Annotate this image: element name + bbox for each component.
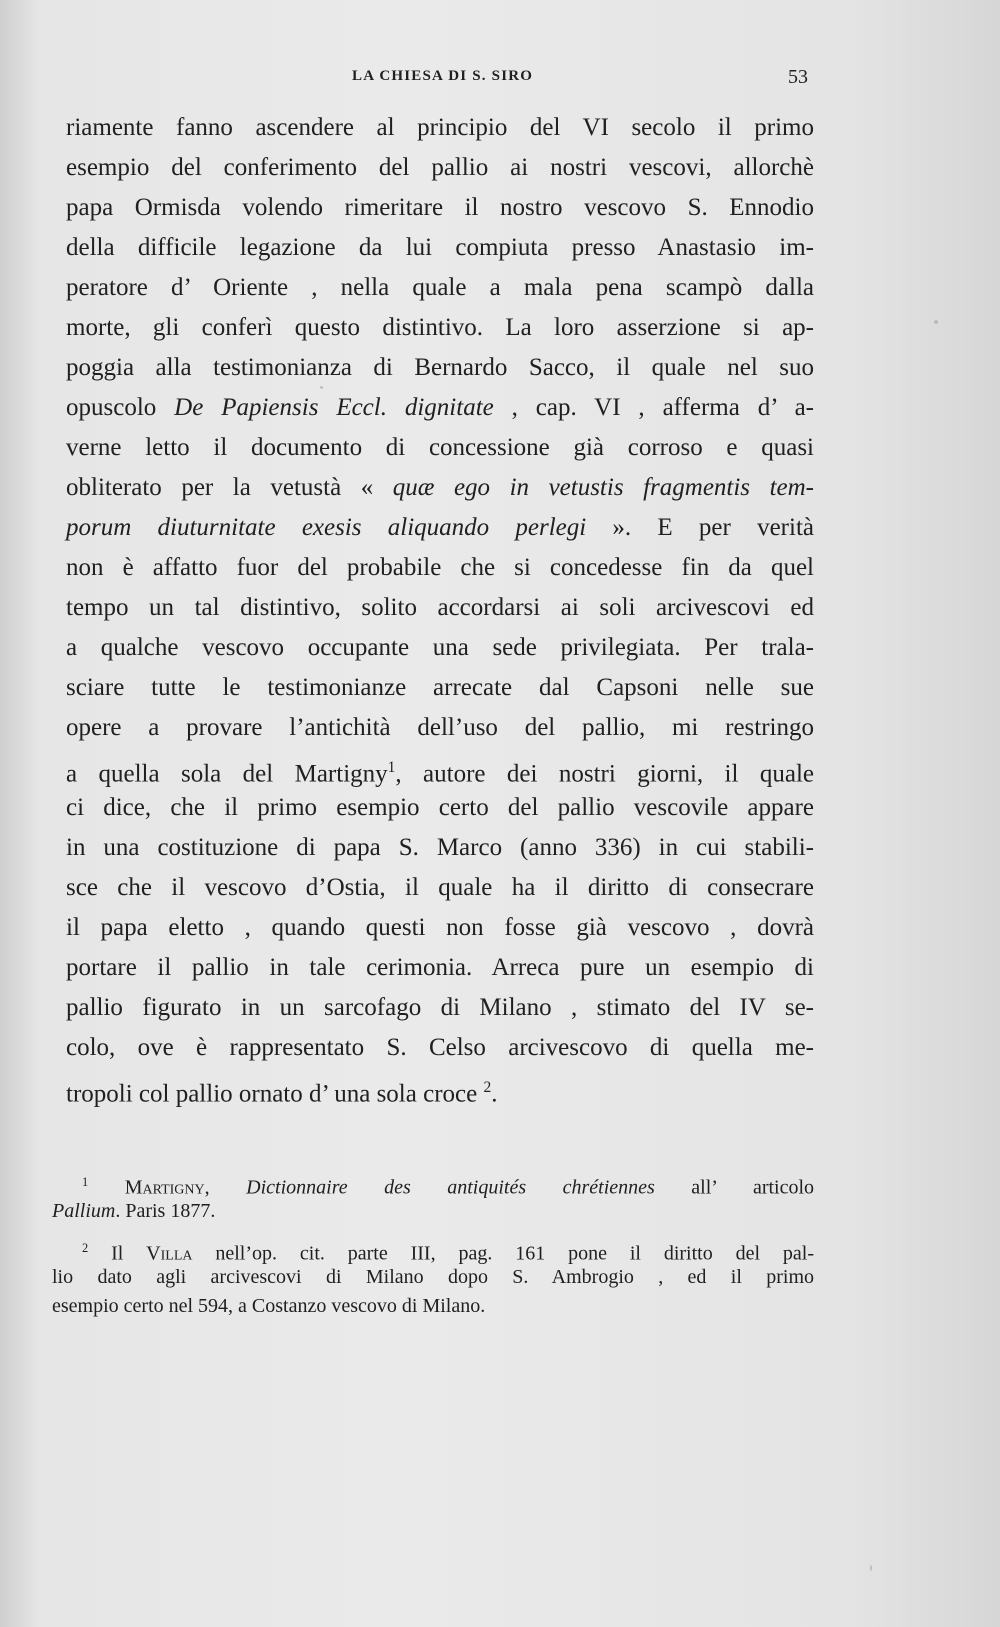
- footnote-line: [52, 1197, 814, 1226]
- text-run: De Papiensis Eccl. dignitate: [174, 394, 494, 421]
- text-line: sciare tutte le testimonianze arrecate dal Capsoni nelle sue: [66, 674, 814, 701]
- text-run: 2: [82, 1241, 89, 1255]
- text-line: ci dice, che il primo esempio certo del pallio vescovile appare: [66, 794, 814, 821]
- text-line: [66, 1068, 814, 1108]
- text-line: morte, gli conferì questo distintivo. La loro asserzione si ap-: [66, 314, 814, 341]
- text-line: tempo un tal distintivo, solito accordarsi ai soli arcivescovi ed: [66, 594, 814, 621]
- text-line: a qualche vescovo occupante una sede privilegiata. Per trala-: [66, 634, 814, 661]
- text-line: [66, 468, 814, 508]
- text-run: . Paris 1877.: [115, 1200, 216, 1222]
- text-line: peratore d’ Oriente , nella quale a mala pena scampò dalla: [66, 274, 814, 301]
- footnote-line: lio dato agli arcivescovi di Milano dopo S. Ambrogio , ed il primo: [52, 1266, 814, 1288]
- text-run: Il: [88, 1242, 147, 1265]
- text-run: nell’op. cit. parte III, pag. 161 pone il diritto del pal-: [192, 1242, 814, 1265]
- text-run: Villa: [146, 1242, 193, 1265]
- text-line: poggia alla testimonianza di Bernardo Sacco, il quale nel suo: [66, 354, 814, 381]
- text-line: [66, 748, 814, 788]
- scan-speck: [934, 320, 938, 324]
- text-line: portare il pallio in tale cerimonia. Arreca pure un esempio di: [66, 954, 814, 981]
- text-run: 1: [387, 759, 396, 776]
- text-line: in una costituzione di papa S. Marco (anno 336) in cui stabili-: [66, 834, 814, 861]
- scan-speck: [320, 386, 323, 389]
- text-line: papa Ormisda volendo rimeritare il nostro vescovo S. Ennodio: [66, 194, 814, 221]
- text-line: [66, 388, 814, 428]
- text-run: [88, 1177, 125, 1199]
- text-line: riamente fanno ascendere al principio del VI secolo il primo: [66, 114, 814, 141]
- text-line: il papa eletto , quando questi non fosse già vescovo , dovrà: [66, 914, 814, 941]
- footnote-line: esempio certo nel 594, a Costanzo vescovo di Milano.: [52, 1295, 486, 1317]
- text-run: quæ ego in vetustis fragmentis tem-: [392, 474, 814, 501]
- text-run: porum diuturnitate exesis aliquando perlegi: [66, 514, 587, 541]
- text-run: a quella sola del Martigny: [66, 760, 388, 788]
- text-run: ». E per verità: [586, 514, 814, 541]
- text-line: colo, ove è rappresentato S. Celso arcivescovo di quella me-: [66, 1034, 814, 1061]
- text-line: della difficile legazione da lui compiuta presso Anastasio im-: [66, 234, 814, 261]
- running-head: LA CHIESA DI S. SIRO: [352, 68, 534, 84]
- text-run: .: [491, 1080, 498, 1108]
- text-run: Dictionnaire des antiquités chrétiennes: [246, 1176, 655, 1199]
- text-line: opere a provare l’antichità dell’uso del pallio, mi restringo: [66, 714, 814, 741]
- text-line: verne letto il documento di concessione già corroso e quasi: [66, 434, 814, 461]
- footnote-gap: [52, 1226, 814, 1234]
- footnote: [52, 1168, 814, 1226]
- text-run: obliterato per la vetustà «: [66, 474, 393, 501]
- text-run: tropoli col pallio ornato d’ una sola croce: [66, 1080, 484, 1108]
- text-line: pallio figurato in un sarcofago di Milano , stimato del IV se-: [66, 994, 814, 1021]
- text-line: [66, 508, 814, 548]
- body-text: [66, 108, 814, 1108]
- text-run: Martigny: [124, 1176, 205, 1199]
- text-run: opuscolo: [66, 394, 175, 421]
- text-run: 2: [483, 1079, 492, 1096]
- scan-speck: [870, 1565, 872, 1571]
- footnotes: [52, 1168, 814, 1321]
- footnote-line: [52, 1234, 814, 1263]
- footnote-line: [52, 1168, 814, 1197]
- text-run: ,: [204, 1176, 247, 1199]
- text-run: , autore dei nostri giorni, il quale: [395, 760, 814, 788]
- text-run: , cap. VI , afferma d’ a-: [493, 394, 814, 421]
- text-line: sce che il vescovo d’Ostia, il quale ha il diritto di consecrare: [66, 874, 814, 901]
- footnote: [52, 1234, 814, 1321]
- text-run: 1: [82, 1175, 89, 1189]
- text-line: non è affatto fuor del probabile che si concedesse fin da quel: [66, 554, 814, 581]
- text-run: all’ articolo: [654, 1176, 815, 1199]
- text-run: Pallium: [52, 1200, 116, 1222]
- text-line: esempio del conferimento del pallio ai nostri vescovi, allorchè: [66, 154, 814, 181]
- page-number: 53: [788, 66, 808, 88]
